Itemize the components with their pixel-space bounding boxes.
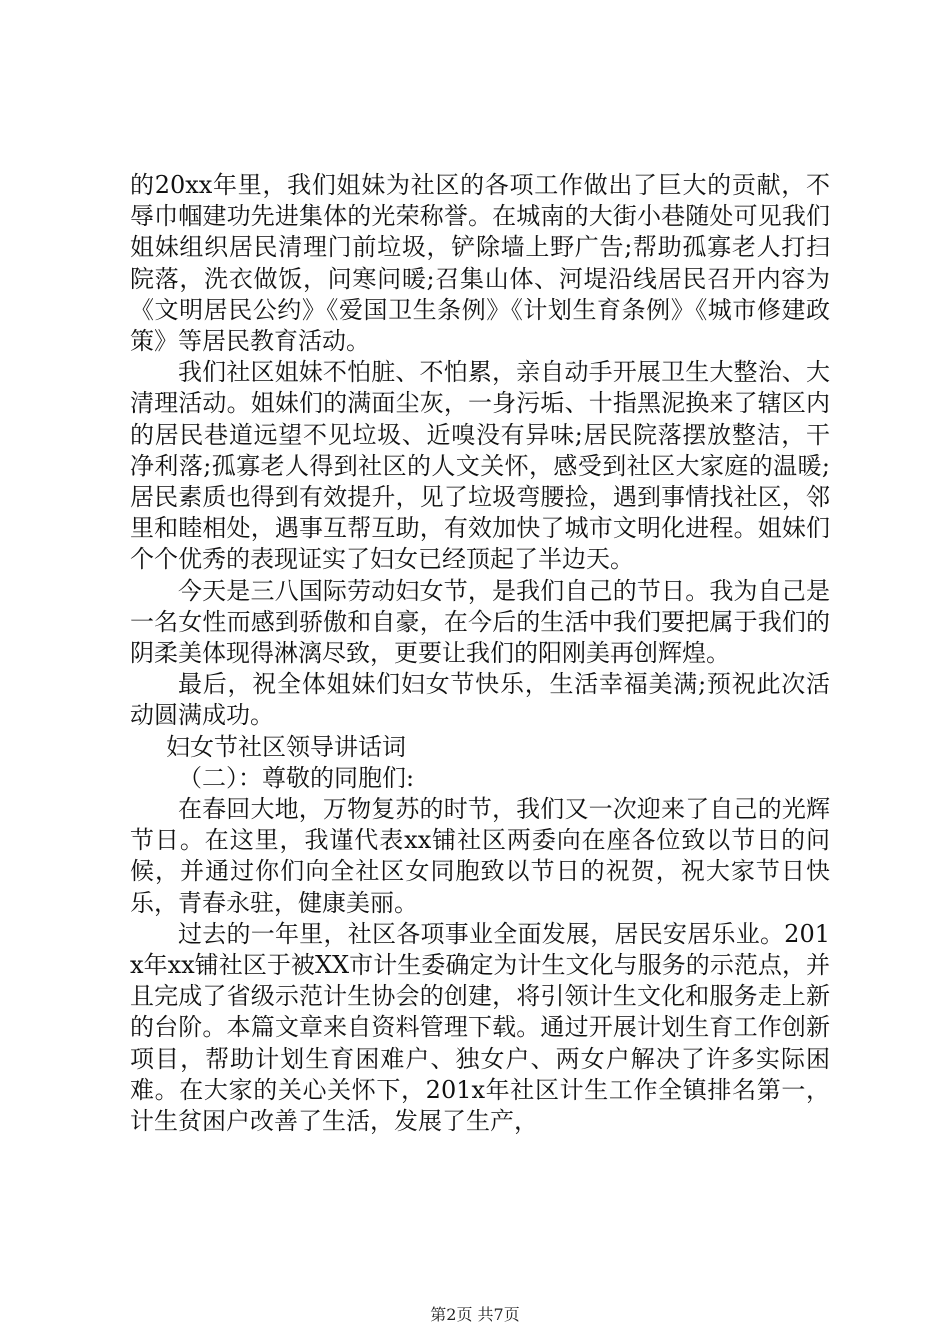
document-body (130, 170, 830, 1137)
paragraph: 最后，祝全体姐妹们妇女节快乐，生活幸福美满;预祝此次活动圆满成功。 (130, 670, 830, 730)
page-number: 第2页 共7页 (430, 1305, 520, 1324)
section-heading: 妇女节社区领导讲话词 (166, 732, 406, 761)
section-subheading: （二）：尊敬的同胞们: (178, 763, 415, 792)
paragraph-continued: 的20xx年里，我们姐妹为社区的各项工作做出了巨大的贡献，不辱巾帼建功先进集体的光荣称誉。在城南的大街小巷随处可见我们姐妹组织居民清理门前垃圾，铲除墙上野广告;帮助孤寡老人打扫院落，洗衣做饭，问寒问暖;召集山体、河堤沿线居民召开内容为《文明居民公约》《爱国卫生条例》《计划生育条例》《城市修建政策》等居民教育活动。 (130, 171, 830, 356)
paragraph: 今天是三八国际劳动妇女节，是我们自己的节日。我为自己是一名女性而感到骄傲和自豪，在今后的生活中我们要把属于我们的阴柔美体现得淋漓尽致，更要让我们的阳刚美再创辉煌。 (130, 576, 830, 668)
paragraph: 在春回大地，万物复苏的时节，我们又一次迎来了自己的光辉节日。在这里，我谨代表xx铺社区两委向在座各位致以节日的问候，并通过你们向全社区女同胞致以节日的祝贺，祝大家节日快乐，青春永驻，健康美丽。 (130, 795, 830, 917)
paragraph: 我们社区姐妹不怕脏、不怕累，亲自动手开展卫生大整治、大清理活动。姐妹们的满面尘灰，一身污垢、十指黑泥换来了辖区内的居民巷道远望不见垃圾、近嗅没有异味;居民院落摆放整洁，干净利落;孤寡老人得到社区的人文关怀，感受到社区大家庭的温暖;居民素质也得到有效提升，见了垃圾弯腰捡，遇到事情找社区，邻里和睦相处，遇事互帮互助，有效加快了城市文明化进程。姐妹们个个优秀的表现证实了妇女已经顶起了半边天。 (130, 358, 830, 574)
paragraph: 过去的一年里，社区各项事业全面发展，居民安居乐业。201x年xx铺社区于被XX市计生委确定为计生文化与服务的示范点，并且完成了省级示范计生协会的创建，将引领计生文化和服务走上新的台阶。本篇文章来自资料管理下载。通过开展计划生育工作创新项目，帮助计划生育困难户、独女户、两女户解决了许多实际困难。在大家的关心关怀下，201x年社区计生工作全镇排名第一，计生贫困户改善了生活，发展了生产， (130, 919, 830, 1136)
